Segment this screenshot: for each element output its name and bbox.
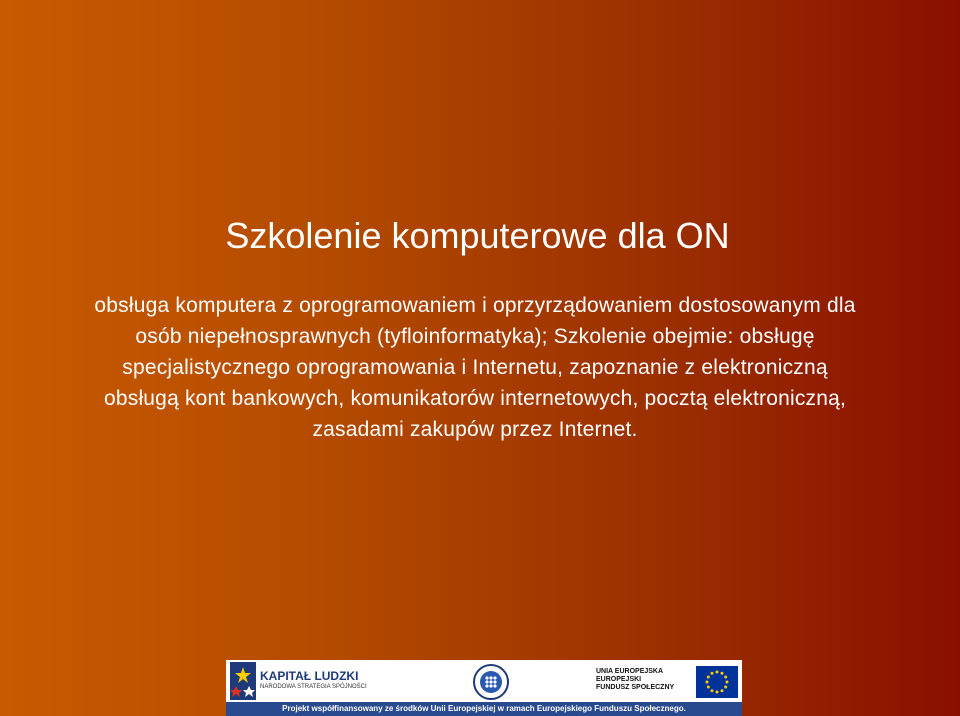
kapital-ludzki-wordmark: [260, 670, 367, 692]
circular-emblem-icon: [472, 663, 510, 701]
footer-logo-bar: [226, 660, 742, 716]
kapital-ludzki-subtitle: NARODOWA STRATEGIA SPÓJNOŚCI: [260, 684, 367, 690]
eu-line-3: FUNDUSZ SPOŁECZNY: [596, 684, 675, 691]
eu-fund-label: [596, 668, 696, 692]
eu-line-1: UNIA EUROPEJSKA: [596, 668, 664, 675]
cofinancing-notice: Projekt współfinansowany ze środków Unii Europejskiej w ramach Europejskiego Funduszu Społecznego.: [226, 702, 742, 716]
kapital-ludzki-title: KAPITAŁ LUDZKI: [260, 669, 359, 683]
kapital-ludzki-logo-icon: [230, 662, 256, 700]
slide-body-text: obsługa komputera z oprogramowaniem i oprzyrządowaniem dostosowanym dla osób niepełnosprawnych (tyfloinformatyka); Szkolenie obejmie: obsługę specjalistycznego oprogramowania i Internetu, zapoznanie z elektroniczną obsługą kont bankowych, komunikatorów internetowych, pocztą elektroniczną, zasadami zakupów przez Internet.: [94, 294, 856, 441]
slide-title: Szkolenie komputerowe dla ON: [225, 215, 730, 256]
eu-flag-icon: [696, 666, 738, 698]
eu-line-2: EUROPEJSKI: [596, 676, 642, 683]
